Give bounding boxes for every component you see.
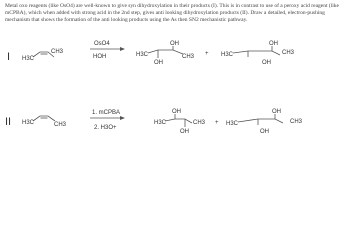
row-2-p2-oh-top: OH <box>272 109 281 115</box>
row-1-plus-sign: + <box>205 51 209 57</box>
row-1-reagent-water: HOH <box>93 54 107 60</box>
row-1-p2-h3c: H3C <box>221 52 234 58</box>
row-2-reagent-mcpba: 1. mCPBA <box>92 110 121 116</box>
question-text: Metal oxo reagents (like OsO4) are well-known to give syn dihydroxylation in their products (I). This is in contrast to use of a peroxy acid reagent (like mCPBA), which when added with strong acid in the 2nd step, gives anti looking dihydroxylation products (II). Draw a detailed, electron-pushing mechanism that shows the formation of the anti looking products using the As then SN2 mechanistic pathway. <box>5 3 339 24</box>
row-1-p1-ch3: CH3 <box>182 54 195 60</box>
row-2-start-h3c: H3C <box>22 120 35 126</box>
row-1-p2-oh-top: OH <box>269 41 278 47</box>
row-2-p1-h3c: H3C <box>154 120 167 126</box>
row-2-p2-ch3: CH3 <box>290 119 303 125</box>
row-2-p2-h3c: H3C <box>226 121 239 127</box>
row-1-start-h3c: H3C <box>22 56 35 62</box>
row-2-start-ch3: CH3 <box>54 122 67 128</box>
row-2-label: II <box>5 116 12 128</box>
row-2-p1-ch3: CH3 <box>193 120 206 126</box>
row-1-starting-alkene <box>22 49 64 62</box>
row-2-reagent-h3o: 2. H3O+ <box>94 125 117 131</box>
row-1-reaction-arrow <box>90 41 125 60</box>
row-1-start-ch3: CH3 <box>51 49 64 55</box>
row-1-p2-oh-bottom: OH <box>262 60 271 66</box>
row-2-reaction-arrow <box>90 110 125 131</box>
row-2-plus-sign: + <box>215 120 219 126</box>
row-1-label: I <box>7 51 11 63</box>
row-1-p1-h3c: H3C <box>136 52 149 58</box>
row-1-reagent-oso4: OsO4 <box>94 41 110 47</box>
row-2-p1-oh-top: OH <box>172 109 181 115</box>
row-2-product-1 <box>154 109 206 135</box>
row-1-product-2 <box>221 41 295 66</box>
row-1-p1-oh-bottom: OH <box>154 60 163 66</box>
row-2-p1-oh-bottom: OH <box>180 129 189 135</box>
row-1-p2-ch3: CH3 <box>282 50 295 56</box>
row-2-starting-alkene <box>22 116 67 128</box>
row-1-p1-oh-top: OH <box>170 41 179 47</box>
row-2-p2-oh-bottom: OH <box>260 129 269 135</box>
row-1-product-1 <box>136 41 195 66</box>
row-2-product-2 <box>226 109 303 135</box>
